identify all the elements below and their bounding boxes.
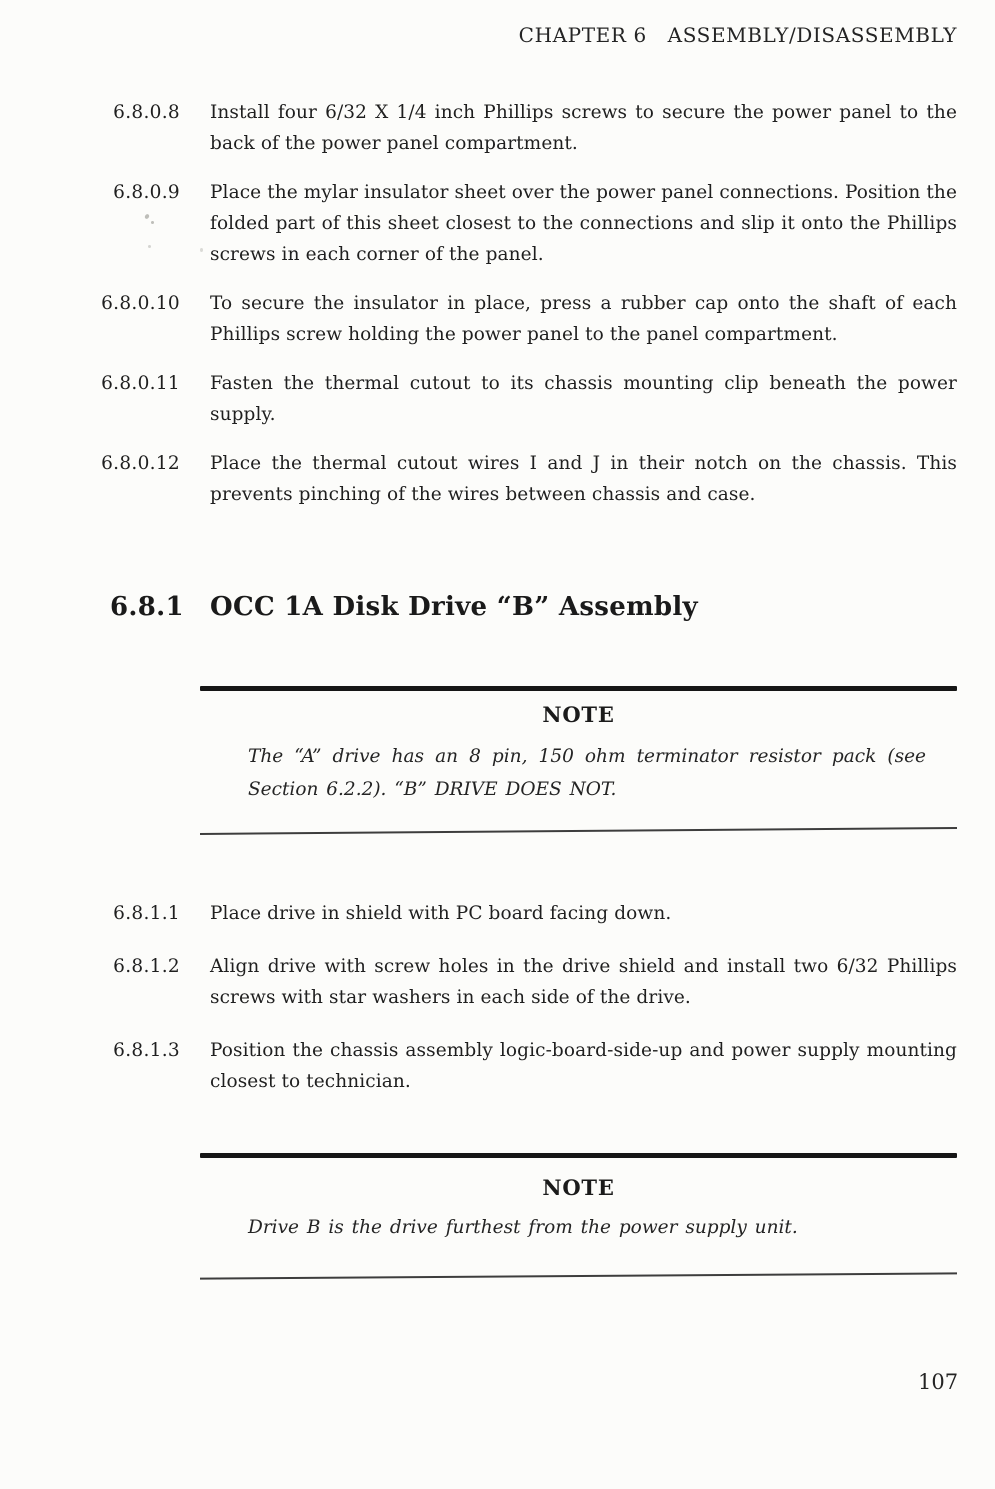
step-item xyxy=(95,97,957,159)
step-item xyxy=(95,1035,957,1097)
note-text: Drive B is the drive furthest from the power supply unit. xyxy=(248,1217,798,1238)
step-number: 6.8.0.8 xyxy=(113,102,180,123)
step-text: Align drive with screw holes in the drive shield and install two 6/32 Phillips screws with star washers in each side of the drive. xyxy=(210,956,957,1008)
note-text: The “A” drive has an 8 pin, 150 ohm terminator resistor pack (see Section 6.2.2). “B” DRIVE DOES NOT. xyxy=(248,746,926,800)
step-item xyxy=(95,898,957,929)
scan-artifact xyxy=(200,248,203,252)
step-item xyxy=(95,368,957,430)
chapter-header: CHAPTER 6 ASSEMBLY/DISASSEMBLY xyxy=(518,23,957,47)
step-number: 6.8.0.10 xyxy=(101,293,180,314)
step-number: 6.8.0.9 xyxy=(113,182,180,203)
note-label: NOTE xyxy=(542,1175,615,1200)
step-item xyxy=(95,177,957,270)
note-label: NOTE xyxy=(542,702,615,727)
step-number: 6.8.0.12 xyxy=(101,453,180,474)
step-list-top xyxy=(95,97,957,528)
section-number: 6.8.1 xyxy=(110,592,184,622)
page-number: 107 xyxy=(918,1370,959,1394)
step-text: Place the thermal cutout wires I and J in their notch on the chassis. This prevents pinching of the wires between chassis and case. xyxy=(210,453,957,505)
note-bottom-rule xyxy=(200,1272,957,1279)
section-heading xyxy=(95,592,957,622)
step-list-bottom xyxy=(95,898,957,1119)
step-number: 6.8.1.2 xyxy=(113,956,180,977)
step-text: Position the chassis assembly logic-board-side-up and power supply mounting closest to technician. xyxy=(210,1040,957,1092)
note-top-rule xyxy=(200,1153,957,1158)
step-text: Fasten the thermal cutout to its chassis mounting clip beneath the power supply. xyxy=(210,373,957,425)
step-text: To secure the insulator in place, press a rubber cap onto the shaft of each Phillips screw holding the power panel to the panel compartment. xyxy=(210,293,957,345)
note-top-rule xyxy=(200,686,957,691)
step-item xyxy=(95,288,957,350)
step-text: Place the mylar insulator sheet over the power panel connections. Position the folded part of this sheet closest to the connections and slip it onto the Phillips screws in each corner of the panel. xyxy=(210,182,957,265)
step-item xyxy=(95,951,957,1013)
step-item xyxy=(95,448,957,510)
step-text: Place drive in shield with PC board facing down. xyxy=(210,903,672,924)
note-bottom-rule xyxy=(200,827,957,835)
step-text: Install four 6/32 X 1/4 inch Phillips screws to secure the power panel to the back of the power panel compartment. xyxy=(210,102,957,154)
section-title: OCC 1A Disk Drive “B” Assembly xyxy=(210,592,698,622)
scan-artifact xyxy=(148,245,151,248)
step-number: 6.8.0.11 xyxy=(101,373,180,394)
step-number: 6.8.1.3 xyxy=(113,1040,180,1061)
step-number: 6.8.1.1 xyxy=(113,903,180,924)
scan-artifact xyxy=(151,221,154,224)
